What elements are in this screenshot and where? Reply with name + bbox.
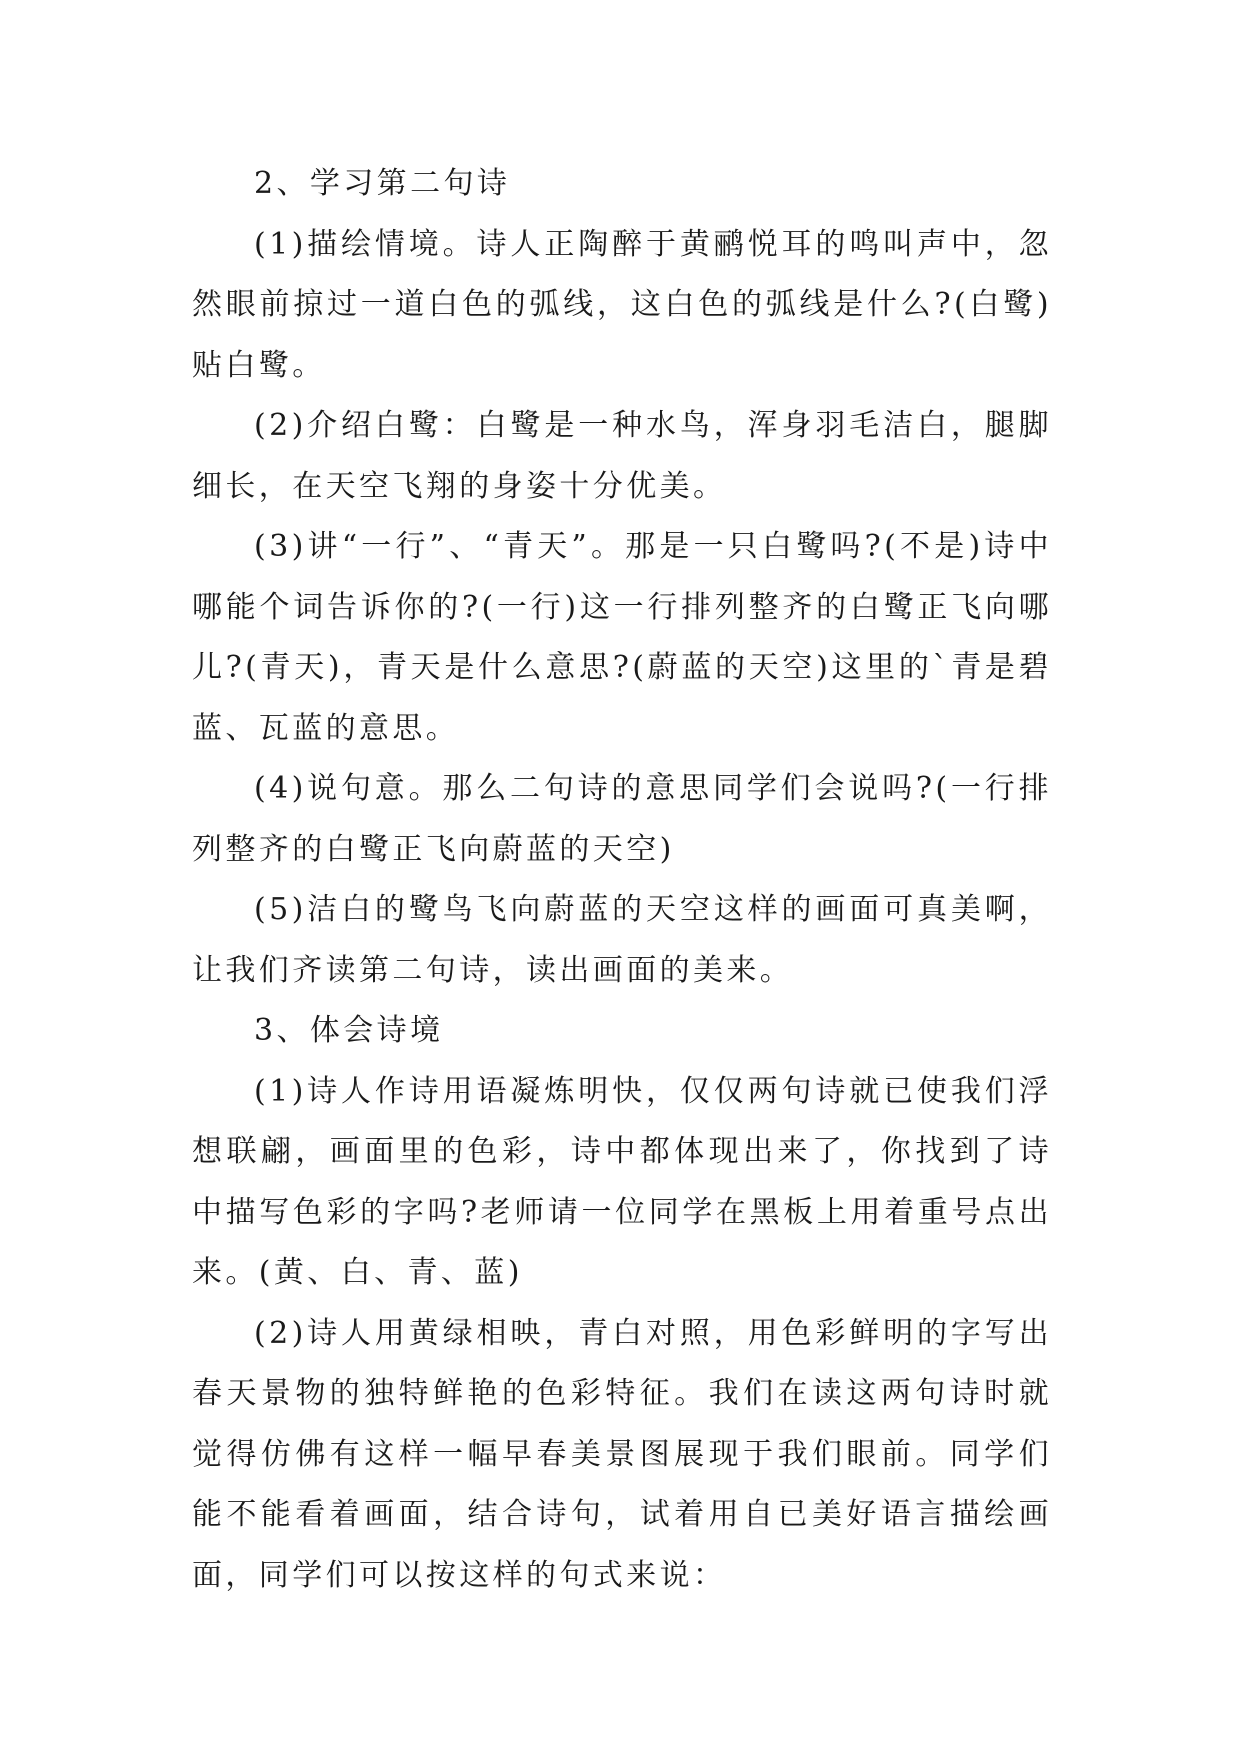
section-heading: 3、体会诗境	[254, 1013, 444, 1048]
paragraph: (3)讲“一行”、“青天”。那是一只白鹭吗?(不是)诗中哪能个词告诉你的?(一行)这一行排列整齐的白鹭正飞向哪儿?(青天)，青天是什么意思?(蔚蓝的天空)这里的`青是碧蓝、瓦蓝的意思。	[192, 529, 1052, 746]
paragraph: (1)诗人作诗用语凝炼明快，仅仅两句诗就已使我们浮想联翩，画面里的色彩，诗中都体现出来了，你找到了诗中描写色彩的字吗?老师请一位同学在黑板上用着重号点出来。(黄、白、青、蓝)	[192, 1073, 1052, 1290]
paragraph: (4)说句意。那么二句诗的意思同学们会说吗?(一行排列整齐的白鹭正飞向蔚蓝的天空)	[192, 771, 1052, 867]
paragraph: (2)介绍白鹭：白鹭是一种水鸟，浑身羽毛洁白，腿脚细长，在天空飞翔的身姿十分优美。	[192, 408, 1052, 504]
section-heading: 2、学习第二句诗	[254, 166, 511, 201]
paragraph: (5)洁白的鹭鸟飞向蔚蓝的天空这样的画面可真美啊，让我们齐读第二句诗，读出画面的美来。	[192, 892, 1052, 988]
document-body	[192, 154, 1052, 1606]
paragraph: (1)描绘情境。诗人正陶醉于黄鹂悦耳的鸣叫声中，忽然眼前掠过一道白色的弧线，这白色的弧线是什么?(白鹭)贴白鹭。	[192, 226, 1052, 383]
paragraph: (2)诗人用黄绿相映，青白对照，用色彩鲜明的字写出春天景物的独特鲜艳的色彩特征。我们在读这两句诗时就觉得仿佛有这样一幅早春美景图展现于我们眼前。同学们能不能看着画面，结合诗句，试着用自已美好语言描绘画面，同学们可以按这样的句式来说：	[192, 1315, 1052, 1593]
